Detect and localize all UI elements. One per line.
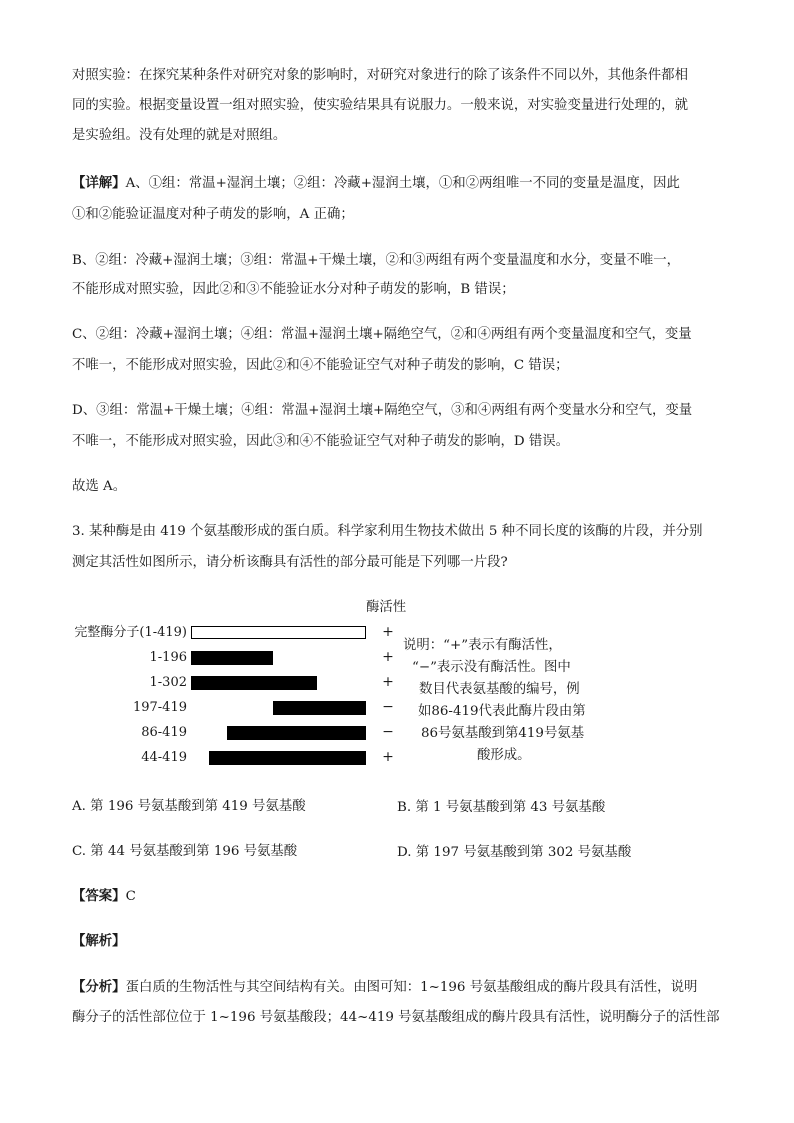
intro-line-3: 是实验组。没有处理的就是对照组。 [72,128,287,143]
figure-header: 酶活性 [366,600,407,615]
option-d: D. 第 197 号氨基酸到第 302 号氨基酸 [397,845,632,860]
activity-sign: + [382,749,394,765]
q3-stem-line-1: 3. 某种酶是由 419 个氨基酸形成的蛋白质。科学家利用生物技术做出 5 种不同长度的该酶的片段，并分别 [72,524,703,539]
detail-a-line-2: ①和②能验证温度对种子萌发的影响，A 正确； [72,207,354,222]
detail-conclusion: 故选 A。 [72,479,127,494]
analysis-tag: 【解析】 [72,933,126,949]
detail-a-line-1: 【详解】A、①组：常温+湿润土壤；②组：冷藏+湿润土壤，①和②两组唯一不同的变量是温度，因此 [72,175,680,191]
activity-sign: + [382,624,394,640]
activity-sign: + [382,649,394,665]
analysis-label: 【分析】 [72,979,126,995]
intro-line-2: 同的实验。根据变量设置一组对照实验，使实验结果具有说服力。一般来说，对实验变量进行处理的，就 [72,98,688,113]
figure-note-line-6: 酸形成。 [477,748,531,763]
complete-enzyme-bar [191,626,366,639]
detail-b-line-2: 不能形成对照实验，因此②和③不能验证水分对种子萌发的影响，B 错误； [72,282,515,297]
detail-d-line-1: D、③组：常温+干燥土壤；④组：常温+湿润土壤+隔绝空气，③和④两组有两个变量水分和空气，变量 [72,403,693,418]
analysis-line-2: 酶分子的活性部位位于 1~196 号氨基酸段；44~419 号氨基酸组成的酶片段具有活性，说明酶分子的活性部 [72,1010,720,1025]
row-label: 1-196 [149,650,187,665]
detail-tag: 【详解】 [72,175,126,191]
answer-value: C [125,889,136,904]
detail-c-line-2: 不唯一，不能形成对照实验，因此②和④不能验证空气对种子萌发的影响，C 错误； [72,358,569,373]
activity-sign: − [382,724,394,740]
activity-sign: − [382,699,394,715]
fragment-bar [273,701,366,715]
row-label: 86-419 [141,725,187,740]
figure-note-line-4: 如86-419代表此酶片段由第 [418,704,586,719]
analysis-line-1: 【分析】蛋白质的生物活性与其空间结构有关。由图可知：1~196 号氨基酸组成的酶片段具有活性，说明 [72,979,698,995]
answer-line [72,886,136,907]
answer-tag: 【答案】 [72,888,126,904]
option-a: A. 第 196 号氨基酸到第 419 号氨基酸 [72,799,306,814]
figure-note-line-3: 数目代表氨基酸的编号，例 [419,682,580,697]
figure-note-line-5: 86号氨基酸到第419号氨基 [421,726,585,741]
fragment-bar [209,751,366,765]
option-b: B. 第 1 号氨基酸到第 43 号氨基酸 [397,800,606,815]
row-label: 1-302 [149,675,187,690]
fragment-bar [227,726,367,740]
detail-b-line-1: B、②组：冷藏+湿润土壤；③组：常温+干燥土壤，②和③两组有两个变量温度和水分，变量不唯一， [72,253,681,268]
fragment-bar [191,676,317,690]
intro-line-1: 对照实验：在探究某种条件对研究对象的影响时，对研究对象进行的除了该条件不同以外，其他条件都相 [72,68,688,83]
figure-note-line-2: “−”表示没有酶活性。图中 [412,660,571,675]
figure-note-line-1: 说明：“+”表示有酶活性， [403,638,562,653]
detail-d-line-2: 不唯一，不能形成对照实验，因此③和④不能验证空气对种子萌发的影响，D 错误。 [72,434,570,449]
row-label: 44-419 [141,750,187,765]
q3-stem-line-2: 测定其活性如图所示，请分析该酶具有活性的部分最可能是下列哪一片段? [72,555,508,570]
fragment-bar [191,651,273,665]
activity-sign: + [382,674,394,690]
option-c: C. 第 44 号氨基酸到第 196 号氨基酸 [72,844,298,859]
detail-c-line-1: C、②组：冷藏+湿润土壤；④组：常温+湿润土壤+隔绝空气，②和④两组有两个变量温度和空气，变量 [72,327,692,342]
row-label: 完整酶分子(1-419) [74,625,187,640]
row-label: 197-419 [132,700,187,715]
